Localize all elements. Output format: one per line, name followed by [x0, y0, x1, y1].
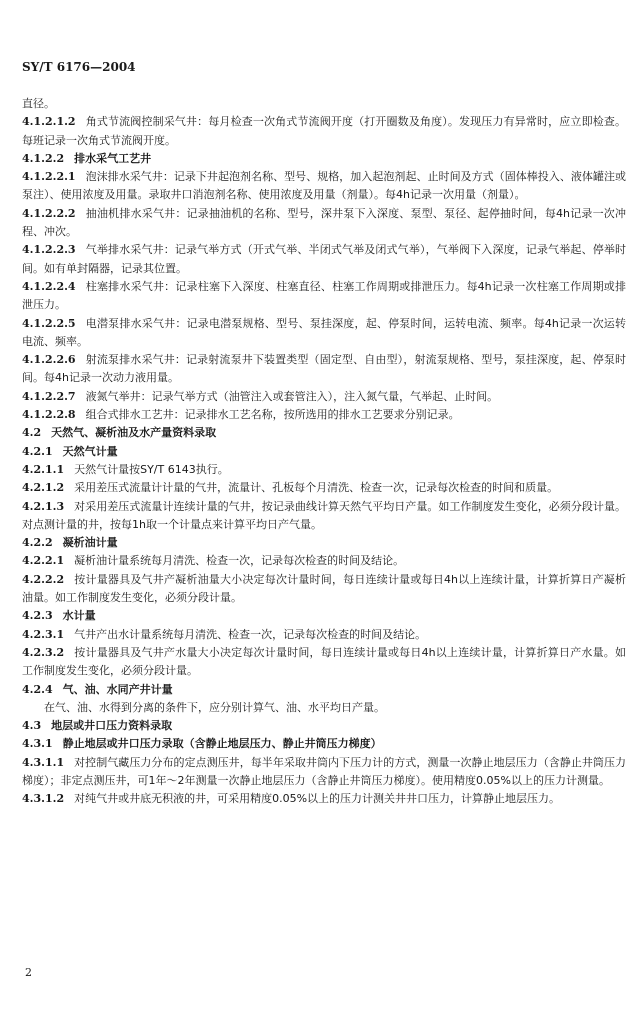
- clause-text: 按计量器具及气井产凝析油量大小决定每次计量时间，每日连续计量或每日4h以上连续计量，计算折算日产凝析油量。如工作制度发生变化，必须分段计量。: [22, 572, 626, 605]
- page-number: 2: [25, 966, 32, 979]
- clause-number: 4.1.2.2.7: [22, 389, 76, 403]
- clause-number: 4.1.2.2.3: [22, 243, 76, 257]
- paragraph: [22, 95, 626, 113]
- clause-text: 电潜泵排水采气井：记录电潜泵规格、型号、泵挂深度，起、停泵时间，运转电流、频率。每4h记录一次运转电流、频率。: [22, 316, 626, 348]
- clause-text: 采用差压式流量计计量的气井，流量计、孔板每个月清洗、检查一次，记录每次检查的时间和质量。: [74, 481, 559, 495]
- clause-text: 凝析油计量: [62, 536, 118, 550]
- clause-number: 4.2.1: [22, 444, 53, 458]
- clause-number: 4.2.1.3: [22, 499, 65, 513]
- section-heading: [22, 717, 626, 735]
- clause-number: 4.2: [22, 426, 42, 440]
- paragraph: [22, 571, 626, 608]
- paragraph: [22, 205, 626, 242]
- clause-number: 4.2.1.2: [22, 481, 65, 495]
- clause-number: 4.2.2.2: [22, 572, 65, 586]
- clause-number: 4.2.4: [22, 682, 53, 696]
- clause-text: 抽油机排水采气井：记录抽油机的名称、型号，深井泵下入深度、泵型、泵径、起停抽时间，每4h记录一次冲程、冲次。: [22, 206, 626, 239]
- clause-number: 4.1.2.2.2: [22, 206, 76, 220]
- clause-text: 柱塞排水采气井：记录柱塞下入深度、柱塞直径、柱塞工作周期或排泄压力。每4h记录一次柱塞工作周期或排泄压力。: [22, 279, 626, 312]
- standard-header: SY/T 6176—2004: [22, 60, 136, 74]
- section-heading: [22, 735, 626, 753]
- section-heading: [22, 443, 626, 461]
- paragraph: [22, 388, 626, 406]
- clause-text: 射流泵排水采气井：记录射流泵井下装置类型（固定型、自由型），射流泵规格、型号，泵挂深度，起、停泵时间。每4h记录一次动力液用量。: [22, 353, 626, 385]
- clause-text: 地层或井口压力资料录取: [51, 719, 173, 733]
- clause-number: 4.2.2.1: [22, 554, 65, 568]
- clause-text: 天然气计量按SY/T 6143执行。: [74, 462, 229, 476]
- clause-text: 天然气计量: [62, 444, 118, 458]
- clause-text: 对采用差压式流量计连续计量的气井，按记录曲线计算天然气平均日产量。如工作制度发生变化，必须分段计量。对点测计量的井，按每1h取一个计量点来计算平均日产气量。: [22, 499, 626, 531]
- clause-text: 按计量器具及气井产水量大小决定每次计量时间，每日连续计量或每日4h以上连续计量，计算折算日产水量。如工作制度发生变化，必须分段计量。: [22, 645, 626, 678]
- clause-text: 液氮气举井：记录气举方式（油管注入或套管注入），注入氮气量，气举起、止时间。: [85, 389, 499, 403]
- paragraph: [22, 790, 626, 808]
- clause-text: 角式节流阀控制采气井：每月检查一次角式节流阀开度（打开圈数及角度）。发现压力有异常时，应立即检查。每班记录一次角式节流阀开度。: [22, 115, 626, 147]
- paragraph: [22, 113, 626, 150]
- section-heading: [22, 607, 626, 625]
- paragraph: [22, 754, 626, 791]
- clause-text: 对控制气藏压力分布的定点测压井，每半年采取井筒内下压力计的方式，测量一次静止地层压力（含静止井筒压力梯度）；非定点测压井，可1年～2年测量一次静止地层压力（含静止井筒压力梯度）。使用精度0.05%以上的压力计测量。: [22, 755, 626, 787]
- clause-number: 4.2.1.1: [22, 462, 65, 476]
- clause-text: 凝析油计量系统每月清洗、检查一次，记录每次检查的时间及结论。: [74, 554, 405, 568]
- section-heading: [22, 681, 626, 699]
- clause-number: 4.2.3.1: [22, 627, 65, 641]
- clause-number: 4.1.2.2.6: [22, 353, 76, 367]
- paragraph: [22, 498, 626, 535]
- paragraph: [22, 315, 626, 352]
- section-heading: [22, 534, 626, 552]
- clause-number: 4.1.2.2: [22, 151, 65, 165]
- clause-number: 4.2.2: [22, 536, 53, 550]
- clause-number: 4.1.2.2.4: [22, 279, 76, 293]
- paragraph: [22, 644, 626, 681]
- clause-text: 在气、油、水得到分离的条件下，应分别计算气、油、水平均日产量。: [44, 700, 385, 714]
- clause-number: 4.3.1.2: [22, 792, 65, 806]
- paragraph: [22, 241, 626, 278]
- document-body: [22, 95, 626, 809]
- clause-text: 直径。: [22, 97, 55, 110]
- paragraph: [22, 406, 626, 424]
- paragraph: [22, 168, 626, 205]
- clause-number: 4.1.2.1.2: [22, 115, 76, 129]
- paragraph: [22, 479, 626, 497]
- paragraph: [22, 278, 626, 315]
- clause-number: 4.3.1.1: [22, 755, 65, 769]
- clause-number: 4.1.2.2.1: [22, 170, 76, 184]
- paragraph: [22, 461, 626, 479]
- clause-number: 4.1.2.2.5: [22, 316, 76, 330]
- paragraph: [22, 626, 626, 644]
- clause-text: 气、油、水同产井计量: [62, 682, 173, 696]
- clause-number: 4.2.3.2: [22, 645, 65, 659]
- clause-text: 静止地层或井口压力录取（含静止地层压力、静止井筒压力梯度）: [62, 737, 382, 751]
- clause-text: 排水采气工艺井: [74, 151, 152, 165]
- section-heading: [22, 150, 626, 168]
- clause-number: 4.3.1: [22, 737, 53, 751]
- section-heading: [22, 424, 626, 442]
- clause-number: 4.3: [22, 719, 42, 733]
- clause-text: 气井产出水计量系统每月清洗、检查一次，记录每次检查的时间及结论。: [74, 627, 427, 641]
- clause-text: 组合式排水工艺井：记录排水工艺名称，按所选用的排水工艺要求分别记录。: [85, 408, 460, 422]
- paragraph: [22, 351, 626, 388]
- clause-text: 天然气、凝析油及水产量资料录取: [51, 426, 217, 440]
- clause-text: 泡沫排水采气井：记录下井起泡剂名称、型号、规格，加入起泡剂起、止时间及方式（固体棒投入、液体罐注或泵注）、使用浓度及用量。录取井口消泡剂名称、使用浓度及用量（剂量）。每4h记录一次用量（剂量）。: [22, 170, 626, 202]
- paragraph: [22, 699, 626, 717]
- clause-text: 水计量: [62, 609, 96, 623]
- paragraph: [22, 552, 626, 570]
- clause-number: 4.1.2.2.8: [22, 408, 76, 422]
- clause-number: 4.2.3: [22, 609, 53, 623]
- clause-text: 对纯气井或井底无积液的井，可采用精度0.05%以上的压力计测关井井口压力，计算静止地层压力。: [74, 792, 561, 806]
- clause-text: 气举排水采气井：记录气举方式（开式气举、半闭式气举及闭式气举），气举阀下入深度，记录气举起、停举时间。如有单封隔器，记录其位置。: [22, 243, 626, 275]
